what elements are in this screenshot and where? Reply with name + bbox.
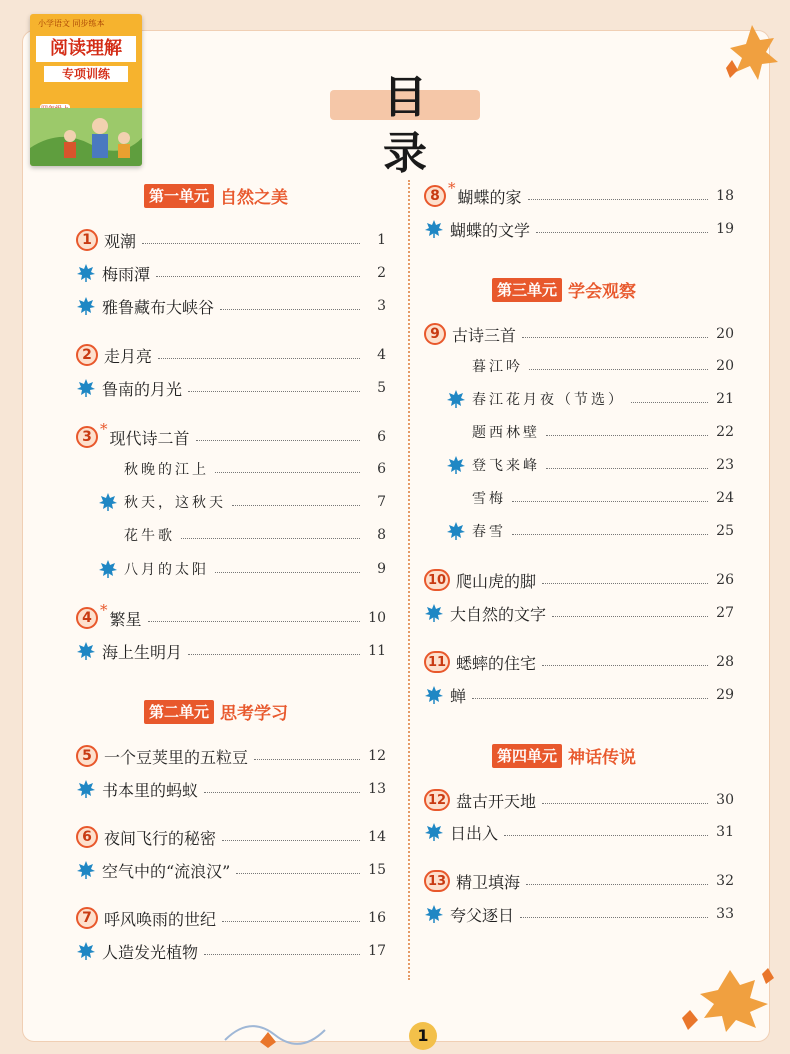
cover-subtitle: 专项训练 — [44, 66, 128, 82]
spacer — [98, 459, 118, 479]
dot-leader — [156, 276, 360, 277]
entry-title: 现代诗二首 — [109, 428, 190, 448]
leaf-icon — [446, 389, 466, 409]
optional-star: * — [448, 179, 456, 197]
entry-page: 30 — [716, 792, 734, 808]
toc-entry — [446, 353, 734, 379]
entry-page: 25 — [716, 523, 734, 539]
lesson-number: 8 — [424, 185, 446, 207]
unit-heading-1 — [144, 183, 288, 208]
dot-leader — [188, 391, 360, 392]
toc-entry — [424, 179, 734, 209]
entry-title: 夸父逐日 — [450, 905, 515, 925]
toc-entry — [76, 638, 386, 664]
toc-entry — [424, 868, 734, 894]
lesson-number: 10 — [424, 569, 450, 591]
entry-title: 春雪 — [472, 524, 506, 540]
entry-title: 爬山虎的脚 — [456, 571, 537, 591]
toc-entry — [76, 938, 386, 964]
swirl-decoration — [220, 1010, 330, 1050]
toc-entry — [424, 819, 734, 845]
toc-entry — [76, 743, 386, 769]
cover-title: 阅读理解 — [36, 36, 136, 62]
lesson-number: 9 — [424, 323, 446, 345]
unit-label: 第一单元 — [144, 184, 214, 208]
entry-title: 人造发光植物 — [102, 942, 199, 962]
entry-page: 18 — [716, 188, 734, 204]
toc-entry — [98, 489, 386, 515]
leaf-icon — [446, 455, 466, 475]
dot-leader — [546, 435, 708, 436]
dot-leader — [542, 665, 708, 666]
lesson-number: 11 — [424, 651, 450, 673]
leaf-icon — [424, 685, 444, 705]
dot-leader — [222, 840, 360, 841]
dot-leader — [220, 309, 360, 310]
entry-title: 大自然的文字 — [450, 604, 547, 624]
toc-entry — [424, 649, 734, 675]
dot-leader — [204, 954, 360, 955]
toc-entry — [76, 375, 386, 401]
entry-page: 32 — [716, 873, 734, 889]
unit-label: 第三单元 — [492, 278, 562, 302]
toc-entry — [446, 485, 734, 511]
entry-title: 空气中的“流浪汉” — [102, 861, 231, 881]
entry-title: 蟋蟀的住宅 — [456, 653, 537, 673]
unit-heading-3 — [492, 277, 636, 302]
toc-entry — [76, 824, 386, 850]
leaf-icon — [76, 641, 96, 661]
dot-leader — [526, 884, 708, 885]
entry-page: 22 — [716, 424, 734, 440]
entry-page: 23 — [716, 457, 734, 473]
dot-leader — [512, 534, 708, 535]
entry-title: 观潮 — [104, 231, 137, 251]
entry-page: 13 — [368, 781, 386, 797]
lesson-number: 13 — [424, 870, 450, 892]
toc-entry — [76, 293, 386, 319]
entry-title: 题西林壁 — [472, 425, 540, 441]
entry-page: 24 — [716, 490, 734, 506]
toc-entry — [98, 522, 386, 548]
entry-page: 2 — [377, 265, 386, 281]
lesson-number: 6 — [76, 826, 98, 848]
dot-leader — [520, 917, 708, 918]
leaf-icon — [76, 263, 96, 283]
entry-title: 日出入 — [450, 823, 499, 843]
leaf-icon — [98, 492, 118, 512]
dot-leader — [529, 369, 708, 370]
unit-label: 第四单元 — [492, 744, 562, 768]
lesson-number: 4 — [76, 607, 98, 629]
dot-leader — [222, 921, 360, 922]
page-title-text: 目 录 — [383, 72, 449, 179]
entry-page: 11 — [368, 643, 386, 659]
toc-entry — [76, 342, 386, 368]
entry-title: 雪梅 — [472, 491, 506, 507]
entry-page: 14 — [368, 829, 386, 845]
entry-title: 一个豆荚里的五粒豆 — [104, 747, 249, 767]
entry-title: 海上生明月 — [102, 642, 183, 662]
toc-entry — [424, 321, 734, 347]
toc-entry — [424, 787, 734, 813]
entry-title: 蝴蝶的文学 — [450, 220, 531, 240]
entry-title: 花牛歌 — [124, 528, 175, 544]
lesson-number: 3 — [76, 426, 98, 448]
entry-page: 8 — [377, 527, 386, 543]
lesson-number: 12 — [424, 789, 450, 811]
toc-entry — [76, 776, 386, 802]
dot-leader — [236, 873, 360, 874]
optional-star: * — [100, 420, 108, 438]
dot-leader — [512, 501, 708, 502]
dot-leader — [552, 616, 708, 617]
leaf-icon — [76, 296, 96, 316]
leaf-icon — [424, 219, 444, 239]
entry-page: 19 — [716, 221, 734, 237]
dot-leader — [522, 337, 708, 338]
entry-title: 蝴蝶的家 — [457, 187, 522, 207]
entry-page: 20 — [716, 358, 734, 374]
leaf-icon — [76, 860, 96, 880]
leaf-icon — [76, 779, 96, 799]
dot-leader — [504, 835, 708, 836]
entry-title: 春江花月夜（节选） — [472, 392, 625, 408]
toc-entry — [76, 227, 386, 253]
autumn-leaves-decoration — [722, 20, 784, 90]
autumn-leaves-decoration — [670, 960, 785, 1035]
entry-page: 26 — [716, 572, 734, 588]
entry-title: 古诗三首 — [452, 325, 517, 345]
page-title — [330, 70, 480, 179]
toc-entry — [424, 600, 734, 626]
entry-page: 27 — [716, 605, 734, 621]
toc-entry — [424, 682, 734, 708]
lesson-number: 1 — [76, 229, 98, 251]
dot-leader — [142, 243, 360, 244]
cover-illustration — [30, 108, 142, 166]
dot-leader — [536, 232, 708, 233]
entry-page: 6 — [377, 461, 386, 477]
entry-page: 9 — [377, 561, 386, 577]
toc-entry — [424, 901, 734, 927]
entry-page: 33 — [716, 906, 734, 922]
dot-leader — [181, 538, 360, 539]
entry-page: 15 — [368, 862, 386, 878]
unit-label: 第二单元 — [144, 700, 214, 724]
entry-title: 登飞来峰 — [472, 458, 540, 474]
toc-entry — [76, 420, 386, 450]
toc-entry — [424, 216, 734, 242]
page-number: 1 — [409, 1022, 437, 1050]
lesson-number: 5 — [76, 745, 98, 767]
toc-entry — [76, 260, 386, 286]
lesson-number: 7 — [76, 907, 98, 929]
entry-title: 走月亮 — [104, 346, 153, 366]
toc-entry — [446, 386, 734, 412]
toc-entry — [446, 419, 734, 445]
dot-leader — [542, 803, 708, 804]
entry-title: 蝉 — [450, 686, 467, 706]
entry-page: 17 — [368, 943, 386, 959]
dot-leader — [196, 440, 360, 441]
unit-name: 神话传说 — [568, 748, 637, 768]
entry-page: 21 — [716, 391, 734, 407]
entry-title: 盘古开天地 — [456, 791, 537, 811]
entry-title: 夜间飞行的秘密 — [104, 828, 217, 848]
dot-leader — [528, 199, 708, 200]
entry-page: 10 — [368, 610, 386, 626]
dot-leader — [188, 654, 360, 655]
dot-leader — [254, 759, 360, 760]
entry-title: 呼风唤雨的世纪 — [104, 909, 217, 929]
entry-page: 16 — [368, 910, 386, 926]
spacer — [98, 525, 118, 545]
toc-entry — [76, 857, 386, 883]
lesson-number: 2 — [76, 344, 98, 366]
toc-entry — [76, 601, 386, 631]
toc-entry — [446, 452, 734, 478]
optional-star: * — [100, 601, 108, 619]
entry-page: 6 — [377, 429, 386, 445]
entry-title: 梅雨潭 — [102, 264, 151, 284]
entry-page: 3 — [377, 298, 386, 314]
unit-heading-4 — [492, 743, 636, 768]
cover-tag: 小学语文 同步练本 — [38, 19, 105, 28]
toc-entry — [424, 567, 734, 593]
entry-title: 雅鲁藏布大峡谷 — [102, 297, 215, 317]
leaf-icon — [424, 904, 444, 924]
leaf-icon — [76, 941, 96, 961]
dot-leader — [215, 572, 360, 573]
entry-page: 4 — [377, 347, 386, 363]
entry-title: 八月的太阳 — [124, 562, 209, 578]
toc-entry — [446, 518, 734, 544]
unit-name: 思考学习 — [220, 704, 289, 724]
entry-title: 繁星 — [109, 609, 142, 629]
spacer — [446, 488, 466, 508]
entry-page: 12 — [368, 748, 386, 764]
entry-page: 5 — [377, 380, 386, 396]
dot-leader — [148, 621, 360, 622]
entry-page: 29 — [716, 687, 734, 703]
entry-page: 31 — [716, 824, 734, 840]
dot-leader — [204, 792, 360, 793]
entry-page: 7 — [377, 494, 386, 510]
dot-leader — [232, 505, 360, 506]
book-cover-image — [30, 14, 142, 166]
unit-name: 自然之美 — [220, 188, 289, 208]
entry-title: 书本里的蚂蚁 — [102, 780, 199, 800]
entry-page: 1 — [377, 232, 386, 248]
unit-heading-2 — [144, 699, 288, 724]
entry-title: 秋天，这秋天 — [124, 495, 226, 511]
leaf-icon — [98, 559, 118, 579]
toc-entry — [76, 905, 386, 931]
toc-entry — [98, 556, 386, 582]
leaf-icon — [446, 521, 466, 541]
entry-page: 28 — [716, 654, 734, 670]
entry-title: 暮江吟 — [472, 359, 523, 375]
dot-leader — [158, 358, 360, 359]
unit-name: 学会观察 — [568, 282, 637, 302]
leaf-icon — [76, 378, 96, 398]
entry-title: 精卫填海 — [456, 872, 521, 892]
entry-title: 鲁南的月光 — [102, 379, 183, 399]
spacer — [446, 422, 466, 442]
entry-title: 秋晚的江上 — [124, 462, 209, 478]
dot-leader — [472, 698, 708, 699]
dot-leader — [546, 468, 708, 469]
toc-entry — [98, 456, 386, 482]
dot-leader — [631, 402, 708, 403]
spacer — [446, 356, 466, 376]
entry-page: 20 — [716, 326, 734, 342]
dot-leader — [542, 583, 708, 584]
column-divider — [408, 180, 410, 980]
dot-leader — [215, 472, 360, 473]
leaf-icon — [424, 603, 444, 623]
leaf-icon — [424, 822, 444, 842]
